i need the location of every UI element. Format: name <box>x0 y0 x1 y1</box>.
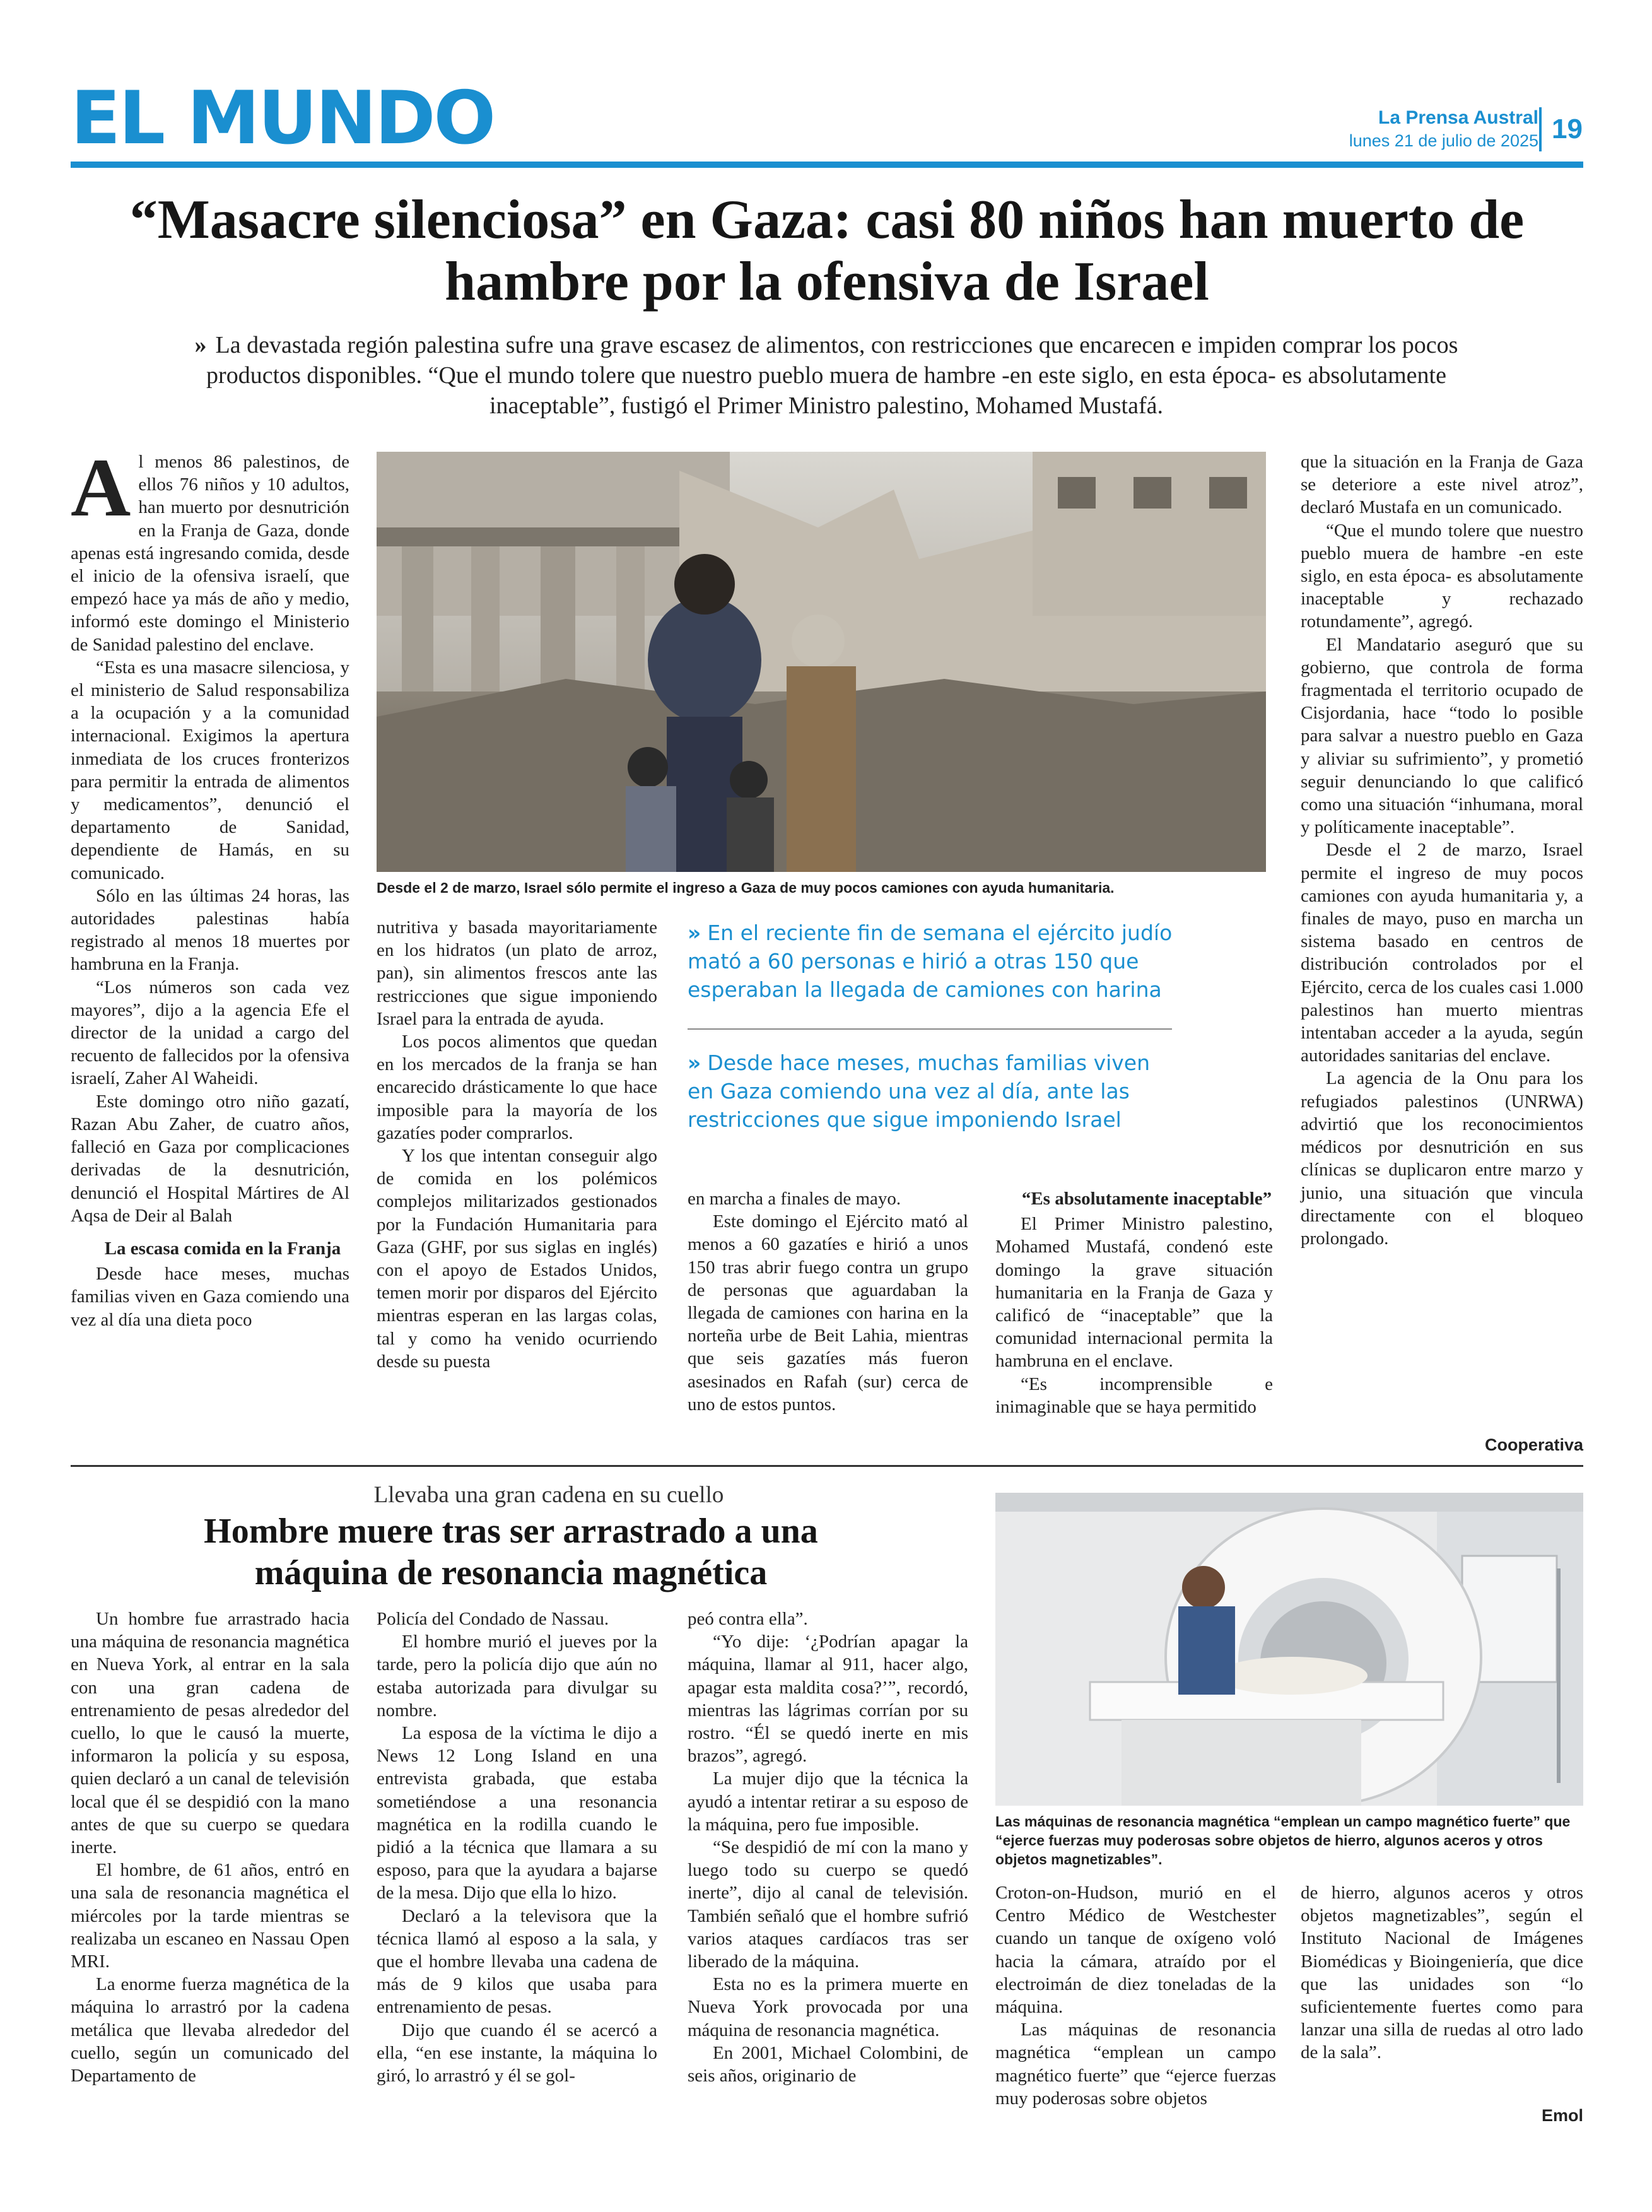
article2-column-1: Un hombre fue arrastrado hacia una máquina de resonancia magnética en Nueva York, al entrar en la sala con una gran cadena de entrenamiento de pesas alrededor del cuello, lo que le causó la muerte, informaron la policía y su esposa, quien declaró a un canal de televisión local que él se despidió con la mano antes de que su cuerpo se quedara inerte. El hombre, de 61 años, entró en una sala de resonancia magnética el miércoles por la tarde mientras se realizaba un escaneo en Nassau Open MRI. La enorme fuerza magnética de la máquina lo arrastró por la cadena metálica que llevaba alrededor del cuello, según un comunicado del Departamento de <box>71 1609 349 2086</box>
publication-date: lunes 21 de julio de 2025 <box>1349 131 1538 150</box>
deck-arrow-icon: » <box>194 332 207 358</box>
article1-credit: Cooperativa <box>1484 1435 1583 1454</box>
masthead <box>1349 107 1538 151</box>
section-title: EL MUNDO <box>71 76 495 161</box>
article2-kicker: Llevaba una gran cadena en su cuello <box>373 1482 724 1508</box>
article1-photo-caption: Desde el 2 de marzo, Israel sólo permite el ingreso a Gaza de muy pocos camiones con ayuda humanitaria. <box>377 880 1115 896</box>
subhead: “Es absolutamente inaceptable” <box>1021 1189 1272 1209</box>
pull-quote-arrow-icon: » <box>688 921 701 945</box>
pull-quote-arrow-icon: » <box>688 1050 701 1075</box>
mri-machine-photo <box>995 1493 1583 1806</box>
article2-column-2: Policía del Condado de Nassau. El hombre murió el jueves por la tarde, pero la policía dijo que aún no estaba autorizada para divulgar su nombre. La esposa de la víctima le dijo a News 12 Long Island en una entrevista grabada, que estaba sometiéndose a una resonancia magnética en la rodilla cuando le pidió a la técnica que llamara a su esposo, para que la ayudara a bajarse de la mesa. Dijo que ella lo hizo. Declaró a la televisora que la técnica llamó al esposo a la sala, y que el hombre llevaba una cadena de más de 9 kilos que usaba para entrenamiento de pesas. Dijo que cuando él se acercó a ella, “en ese instante, la máquina lo giró, lo arrastró y él se gol- <box>377 1609 657 2086</box>
article2-headline: Hombre muere tras ser arrastrado a una máquina de resonancia magnética <box>204 1512 818 1592</box>
article-separator <box>71 1465 1583 1467</box>
drop-cap: A <box>71 441 131 534</box>
article1-column-4: “Es absolutamente inaceptable” El Primer Ministro palestino, Mohamed Mustafá, condenó este domingo la grave situación humanitaria en la Franja de Gaza y calificó de “inaceptable” que la comunidad internacional permita la hambruna en el enclave. “Es incomprensible e inimaginable que se haya permitido <box>995 1189 1273 1417</box>
subhead: La escasa comida en la Franja <box>104 1238 341 1259</box>
page-number: 19 <box>1539 107 1583 151</box>
article1-headline: “Masacre silenciosa” en Gaza: casi 80 niños han muerto de hambre por la ofensiva de Israel <box>129 189 1525 312</box>
article2-photo-caption: Las máquinas de resonancia magnética “emplean un campo magnético fuerte” que “ejerce fuerzas muy poderosas sobre objetos de hierro, algunos aceros y otros objetos magnetizables”. <box>995 1813 1571 1868</box>
article1-column-2: nutritiva y basada mayoritariamente en los hidratos (un plato de arroz, pan), sin alimentos frescos ante las restricciones que sigue imponiendo Israel para la entrada de ayuda. Los pocos alimentos que quedan en los mercados de la franja se han encarecido drásticamente lo que hace imposible para la mayoría de los gazatíes poder comprarlos. Y los que intentan conseguir algo de comida en los polémicos complejos militarizados gestionados por la Fundación Humanitaria para Gaza (GHF, por sus siglas en inglés) con el apoyo de Estados Unidos, temen morir por disparos del Ejército mientras esperan en las largas colas, tal y como ha venido ocurriendo desde su puesta <box>377 917 657 1372</box>
article1-column-5: que la situación en la Franja de Gaza se deteriore a este nivel atroz”, declaró Mustafa en un comunicado. “Que el mundo tolere que nuestro pueblo muera de hambre -en este siglo, en esta época- es absolutamente inaceptable y rechazado rotundamente”, agregó. El Mandatario aseguró que su gobierno, que controla de forma fragmentada el territorio ocupado de Cisjordania, hace “todo lo posible para salvar a nuestro pueblo en Gaza y aliviar su sufrimiento”, y prometió seguir denunciando lo que calificó como una situación “inhumana, moral y políticamente inaceptable”. Desde el 2 de marzo, Israel permite el ingreso de muy pocos camiones con ayuda humanitaria y, a finales de mayo, puso en marcha un sistema basado en centros de distribución controlados por el Ejército, cerca de los cuales casi 1.000 palestinos han muerto mientras intentaban acceder a la ayuda, según autoridades sanitarias del enclave. La agencia de la Onu para los refugiados palestinos (UNRWA) advirtió que los reconocimientos médicos por desnutrición en sus clínicas se duplicaron entre marzo y junio, una situación que vincula directamente con el bloqueo prolongado. <box>1301 452 1583 1249</box>
article2-column-3: peó contra ella”. “Yo dije: ‘¿Podrían apagar la máquina, llamar al 911, hacer algo, apagar esta maldita cosa?’”, recordó, mientras las lágrimas corrían por su rostro. “Él se quedó inerte en mis brazos”, agregó. La mujer dijo que la técnica la ayudó a intentar retirar a su esposo de la máquina, pero fue imposible. “Se despidió de mí con la mano y luego todo su cuerpo se quedó inerte”, dijo al canal de televisión. También señaló que el hombre sufrió varios ataques cardíacos tras ser liberado de la máquina. Esta no es la primera muerte en Nueva York provocada por una máquina de resonancia magnética. En 2001, Michael Colombini, de seis años, originario de <box>688 1609 968 2086</box>
article2-column-5: de hierro, algunos aceros y otros objetos magnetizables”, según el Instituto Nacional de Imágenes Biomédicas y Bioingeniería, que dice que las unidades son “lo suficientemente fuertes como para lanzar una silla de ruedas al otro lado de la sala”. <box>1301 1883 1583 2063</box>
header-rule <box>71 162 1583 168</box>
pull-quote-1: » En el reciente fin de semana el ejército judío mató a 60 personas e hirió a otras 150 que esperaban la llegada de camiones con harina <box>688 921 1173 1002</box>
article1-deck: » La devastada región palestina sufre una grave escasez de alimentos, con restricciones que encarecen e impiden comprar los pocos productos disponibles. “Que el mundo tolere que nuestro pueblo muera de hambre -en este siglo, en esta época- es absolutamente inaceptable”, fustigó el Primer Ministro palestino, Mohamed Mustafá. <box>194 332 1458 419</box>
publication-name: La Prensa Austral <box>1378 107 1538 128</box>
gaza-ruins-photo <box>377 452 1266 872</box>
article1-column-3: en marcha a finales de mayo. Este domingo el Ejército mató al menos a 60 gazatíes e hirió a unos 150 tras abrir fuego contra un grupo de personas que aguardaban la llegada de camiones con harina en la norteña urbe de Beit Lahia, mientras que seis gazatíes más fueron asesinados en Rafah (sur) cerca de uno de estos puntos. <box>688 1189 968 1415</box>
pull-quote-divider <box>688 1028 1172 1030</box>
pull-quote-2: » Desde hace meses, muchas familias viven en Gaza comiendo una vez al día, ante las restricciones que sigue imponiendo Israel <box>688 1050 1151 1132</box>
article2-column-4: Croton-on-Hudson, murió en el Centro Médico de Westchester cuando un tanque de oxígeno voló hacia la cámara, atraído por el electroimán de diez toneladas de la máquina. Las máquinas de resonancia magnética “emplean un campo magnético fuerte” que “ejerce fuerzas muy poderosas sobre objetos <box>995 1883 1276 2109</box>
article1-column-1: Al menos 86 palestinos, de ellos 76 niños y 10 adultos, han muerto por desnutrición en la Franja de Gaza, donde apenas está ingresando comida, desde el inicio de la ofensiva israelí, que empezó hace ya más de año y medio, informó este domingo el Ministerio de Sanidad palestino del enclave. “Esta es una masacre silenciosa, y el ministerio de Salud responsabiliza a la ocupación y a la comunidad internacional. Exigimos la apertura inmediata de los cruces fronterizos para permitir la entrada de alimentos y medicamentos”, denunció el departamento de Sanidad, dependiente de Hamás, en su comunicado. Sólo en las últimas 24 horas, las autoridades palestinas había registrado al menos 18 muertes por hambruna en la Franja. “Los números son cada vez mayores”, dijo a la agencia Efe el director de la unidad a cargo del recuento de fallecidos por la ofensiva israelí, Zaher Al Waheidi. Este domingo otro niño gazatí, Razan Abu Zaher, de cuatro años, falleció en Gaza por complicaciones derivadas de la desnutrición, denunció el Hospital Mártires de Al Aqsa de Deir al Balah La escasa comida en la Franja Desde hace meses, muchas familias viven en Gaza comiendo una vez al día una dieta poco <box>71 441 349 1330</box>
article2-credit: Emol <box>1541 2106 1583 2125</box>
